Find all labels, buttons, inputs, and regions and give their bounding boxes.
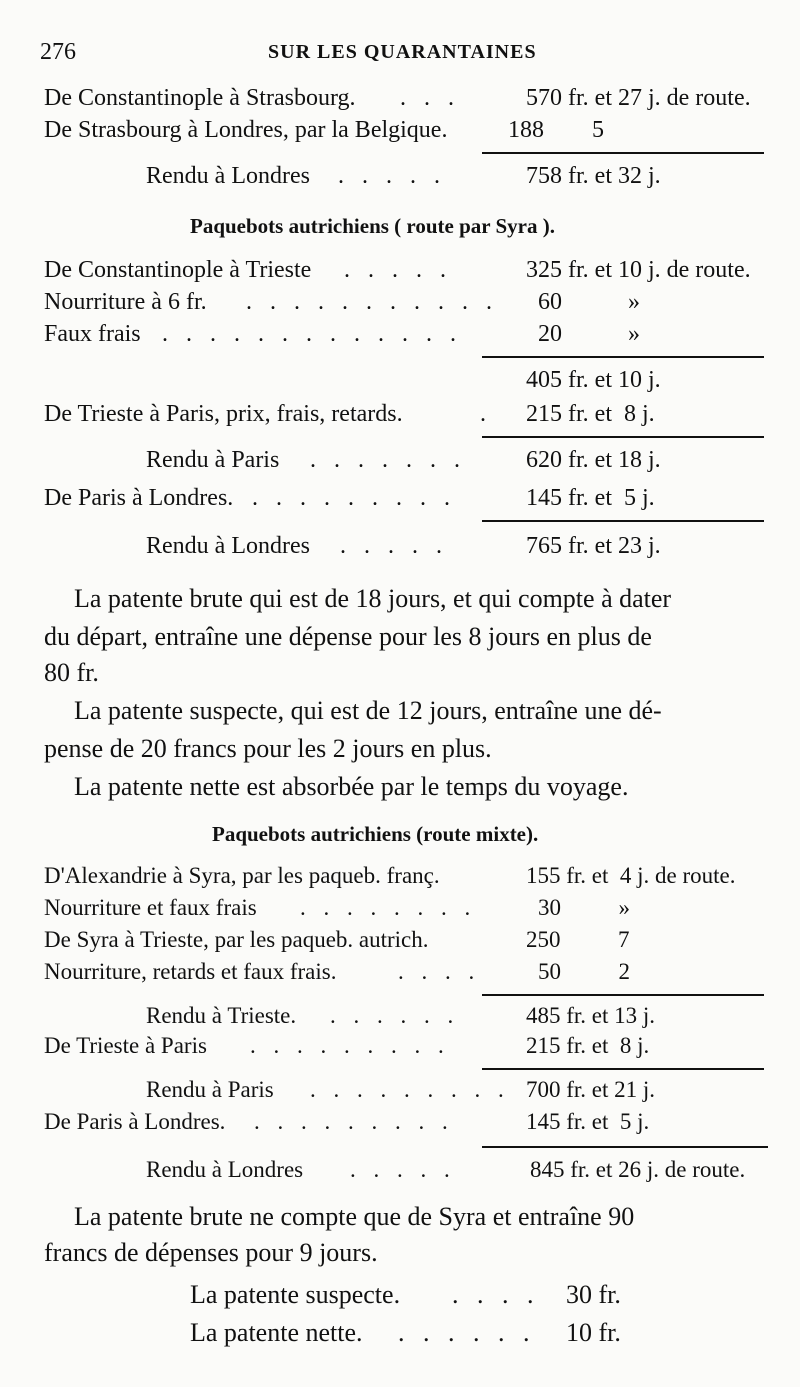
paragraph-line: du départ, entraîne une dépense pour les 8 jours en plus de: [44, 622, 652, 651]
leader-dots: . . . . . . .: [310, 447, 466, 473]
leader-dots: . . .: [400, 85, 460, 111]
row-label: De Constantinople à Trieste: [44, 257, 312, 283]
row-label: De Trieste à Paris, prix, frais, retards.: [44, 401, 403, 427]
row-value: 700 fr. et 21 j.: [526, 1077, 656, 1102]
row-value: 145 fr. et 5 j.: [526, 1109, 650, 1134]
sum-rule: [482, 1068, 764, 1070]
table-row: [0, 928, 800, 956]
row-label: Rendu à Londres: [146, 163, 310, 189]
row-value: 20 »: [538, 321, 640, 347]
table-row: [0, 864, 800, 892]
paragraph-line: La patente brute qui est de 18 jours, et qui compte à dater: [74, 584, 672, 613]
paragraph-line: La patente nette est absorbée par le temps du voyage.: [74, 772, 629, 801]
row-label: Rendu à Londres: [146, 1157, 304, 1182]
leader-dots: .: [480, 401, 492, 427]
paragraph-line: La patente suspecte, qui est de 12 jours, entraîne une dé-: [74, 696, 662, 725]
table-row: [0, 164, 800, 192]
leader-dots: . . . .: [452, 1280, 540, 1309]
table-row: [0, 1320, 800, 1352]
section-title: Paquebots autrichiens (route mixte).: [212, 822, 539, 846]
leader-dots: . . . . . . . . .: [252, 485, 456, 511]
leader-dots: . . . . . . . . .: [254, 1109, 454, 1134]
row-value: 30 »: [538, 895, 630, 920]
row-value: 50 2: [538, 959, 630, 984]
row-label: Nourriture, retards et faux frais.: [44, 959, 337, 984]
table-row: [0, 1282, 800, 1314]
sum-rule: [482, 356, 764, 358]
row-value: 485 fr. et 13 j.: [526, 1003, 656, 1028]
row-value: 155 fr. et 4 j. de route.: [526, 863, 736, 888]
page-number: 276: [40, 39, 76, 65]
table-row: [0, 368, 800, 396]
running-title: SUR LES QUARANTAINES: [268, 41, 537, 63]
row-label: Nourriture à 6 fr.: [44, 289, 207, 315]
table-row: [0, 1158, 800, 1186]
leader-dots: . . . . . .: [330, 1003, 460, 1028]
leader-dots: . . . . .: [350, 1157, 456, 1182]
row-label: Rendu à Londres: [146, 533, 310, 559]
table-row: [0, 1004, 800, 1032]
row-value: 145 fr. et 5 j.: [526, 485, 655, 511]
leader-dots: . . . . . . . . . . .: [246, 289, 498, 315]
paragraph-line: 80 fr.: [44, 658, 99, 687]
sum-rule: [482, 520, 764, 522]
row-value: 325 fr. et 10 j. de route.: [526, 257, 751, 283]
row-label: D'Alexandrie à Syra, par les paqueb. franç.: [44, 863, 440, 888]
sum-rule: [482, 152, 764, 154]
row-value: 60 »: [538, 289, 640, 315]
section-title: Paquebots autrichiens ( route par Syra ).: [190, 214, 555, 238]
sum-rule: [482, 436, 764, 438]
row-value: 10 fr.: [566, 1318, 621, 1347]
table-row: [0, 258, 800, 286]
paragraph-line: La patente brute ne compte que de Syra et entraîne 90: [74, 1202, 635, 1231]
table-row: [0, 118, 800, 146]
row-label: De Paris à Londres.: [44, 1109, 226, 1134]
leader-dots: . . . . . .: [398, 1318, 536, 1347]
row-label: Rendu à Paris: [146, 447, 280, 473]
row-label: De Strasbourg à Londres, par la Belgique.: [44, 117, 448, 143]
row-value: 30 fr.: [566, 1280, 621, 1309]
table-row: [0, 1078, 800, 1106]
table-row: [0, 86, 800, 114]
row-label: De Paris à Londres.: [44, 485, 234, 511]
row-value: 620 fr. et 18 j.: [526, 447, 661, 473]
leader-dots: . . . . .: [338, 163, 446, 189]
sum-rule: [482, 994, 764, 996]
leader-dots: . . . . . . . . .: [250, 1033, 450, 1058]
row-value: 758 fr. et 32 j.: [526, 163, 661, 189]
leader-dots: . . . . . . . . . . . . .: [162, 321, 462, 347]
table-row: [0, 534, 800, 562]
table-row: [0, 322, 800, 350]
table-row: [0, 1034, 800, 1062]
leader-dots: . . . . . . . . .: [310, 1077, 510, 1102]
row-label: De Constantinople à Strasbourg.: [44, 85, 356, 111]
row-label: Nourriture et faux frais: [44, 895, 257, 920]
row-value: 845 fr. et 26 j. de route.: [530, 1157, 746, 1182]
row-label: De Trieste à Paris: [44, 1033, 207, 1058]
table-row: [0, 290, 800, 318]
table-row: [0, 402, 800, 430]
row-label: La patente suspecte.: [190, 1280, 401, 1309]
row-value: 215 fr. et 8 j.: [526, 401, 655, 427]
row-value: 250 7: [526, 927, 630, 952]
leader-dots: . . . . .: [340, 533, 448, 559]
row-value: 570 fr. et 27 j. de route.: [526, 85, 751, 111]
row-label: Rendu à Trieste.: [146, 1003, 297, 1028]
row-label: De Syra à Trieste, par les paqueb. autrich.: [44, 927, 429, 952]
sum-rule: [482, 1146, 768, 1148]
row-label: Rendu à Paris: [146, 1077, 274, 1102]
table-row: [0, 486, 800, 514]
row-value: 765 fr. et 23 j.: [526, 533, 661, 559]
table-row: [0, 1110, 800, 1138]
paragraph-line: francs de dépenses pour 9 jours.: [44, 1238, 378, 1267]
paragraph-line: pense de 20 francs pour les 2 jours en plus.: [44, 734, 492, 763]
row-value: 215 fr. et 8 j.: [526, 1033, 650, 1058]
row-label: La patente nette.: [190, 1318, 363, 1347]
leader-dots: . . . . . . . .: [300, 895, 477, 920]
row-value: 405 fr. et 10 j.: [526, 367, 661, 393]
table-row: [0, 896, 800, 924]
table-row: [0, 960, 800, 988]
row-value: 188 5: [508, 117, 604, 143]
table-row: [0, 448, 800, 476]
leader-dots: . . . .: [398, 959, 481, 984]
row-label: Faux frais: [44, 321, 141, 347]
leader-dots: . . . . .: [344, 257, 452, 283]
